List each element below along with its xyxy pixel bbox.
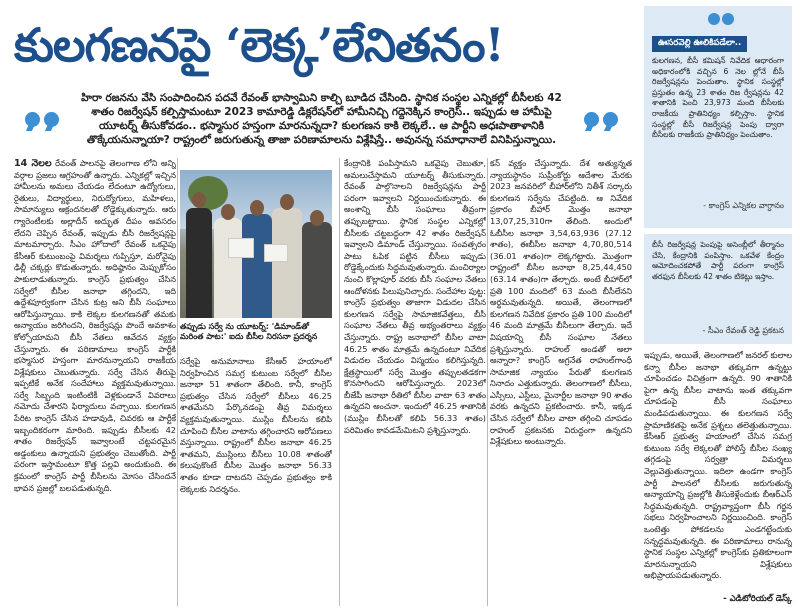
lede-block — [14, 90, 629, 148]
column-1-text: రేవంత్ పాలనపై తెలంగాణ లోని అన్ని వర్గాల ప్రజలు ఆగ్రహంతో ఉన్నారు. ఎన్నికల్లో ఇచ్చిన హామీలను అమలు చేయడం లేదంటూ ఉద్యోగులు, రైతులు, విద్యార్థులు, నిరుద్యోగులు, మహిళలు, సామాన్యులు ఆక్రందనలతో రోడ్డెక్కుతున్నారు. ఆరు గ్యారెంటీలకు అల్లాదీన్ అద్భుత దీపం అవసరం లేదని చెప్పిన రేవంత్, ఇప్పుడు బీసీ రిజర్వేషన్లపై మాటమార్చారు. సీఎం హోదాలో రేవంత్ ఒకవైపు కేసీఆర్ కుటుంబంపై విమర్శలు గుప్పిస్తూ, మరోవైపు ఢిల్లీ చక్కర్లు కొడుతున్నారు. అధిష్ఠానం మెప్పుకోసం పాకులాడుతున్నారు. కాంగ్రెస్ ప్రభుత్వం చేసిన సర్వేలో బీసీల జనాభా తగ్గిందని, ఇది ఉద్దేశపూర్వకంగా చేసిన కుట్ర అని బీసీ సంఘాలు ఆరోపిస్తున్నాయి. కాకి లెక్కల కులగణనతో తమకు అన్యాయం జరిగిందని, రిజర్వేషన్లు పొందే అవకాశం కోల్పోయామని బీసీ నేతలు ఆవేదన వ్యక్తం చేస్తున్నారు. ఈ పరిణామాలు కాంగ్రెస్ పార్టీకి భస్మాసుర హస్తంగా మారనున్నాయని రాజకీయ విశ్లేషకులు చెబుతున్నారు. సర్వే చేసిన తీరుపై ఇప్పటికే అనేక సందేహాలు వ్యక్తమవుతున్నాయి. సర్వే సిబ్బంది ఇంటింటికీ వెళ్లకుండానే వివరాలు నమోదు చేశారని ఫిర్యాదులు వచ్చాయి. కులగణన పేరిట కాంగ్రెస్ చేసిన హడావుడి, చివరకు ఆ పార్టీకే ఇబ్బందికరంగా మారింది. ఇప్పుడు బీసీలకు 42 శాతం రిజర్వేషన్ ఇవ్వాలంటే చట్టపరమైన అడ్డంకులు ఉన్నాయని ప్రభుత్వం చెబుతోంది. పార్టీ పరంగా ఇస్తామంటూ కొత్త పల్లవి అందుకుంది. ఈ క్రమంలో కాంగ్రెస్ పార్టీ బీసీలను మోసం చేసిందనే భావన ప్రజల్లో బలపడుతున్నది. — [14, 158, 176, 493]
sidebar-promise-box — [644, 6, 792, 228]
sidebar-statement-text: బీసీ రిజర్వేషన్ల పెంపుపై అసెంబ్లీలో తీర్మానం చేసి, కేంద్రానికి పంపిస్తాం. ఒకవేళ కేంద్రం ఆమోదించకపోతే పార్టీ పరంగా కాంగ్రెస్ తరఫున బీసీలకు 42 శాతం టికెట్లు ఇస్తాం. — [652, 240, 784, 281]
lede-text: హిరా రజనను వేసి సంపాదించిన పదవే రేవంత్ భాస్వామిని కాల్చి బూడిద చేసింది. స్థానిక సంస్థల ఎన్నికల్లో బీసీలకు 42 శాతం రిజర్వేషన్ కల్పిస్తామంటూ 2023 కామారెడ్డి డిక్లరేషన్‌లో హామీనిచ్చి గద్దెనెక్కిన కాంగ్రెస్.. ఇప్పుడు ఆ హామీపై యూటర్న్ తీసుకోవడం.. భస్మాసుర హస్తంగా మారనున్నదా? కులగణన కాకి లెక్కలే.. ఆ పార్టీని అధఃపాతాళానికి తొక్కేయనున్నాయా? రాష్ట్రంలో జరుగుతున్న తాజా పరిణామాలను విశ్లేషిస్తే.. అవునన్న సమాధానాలే వినిపిస్తున్నాయి. — [81, 92, 562, 146]
article-column-1 — [14, 158, 176, 606]
open-quote-icon — [14, 112, 70, 127]
column-divider — [177, 158, 178, 606]
article-column-3: కేంద్రానికి పంపిస్తామని ఒకవైపు చెబుతూ, అమలుచేస్తామని యూటర్న్ తీసుకున్నారు. రేవంత్ పాల్గొనాలని రిజర్వేషన్లను పార్టీ పరంగా ఇవ్వాలని నిర్ణయించుకున్నారు. ఈ అంశాన్ని బీసీ సంఘాలు తీవ్రంగా తప్పుబట్టాయి. స్థానిక సంస్థల ఎన్నికల్లో బీసీలకు చట్టబద్ధంగా 42 శాతం రిజర్వేషన్ ఇవ్వాలని డిమాండ్ చేస్తున్నాయి. సంవత్సరం పాటు ఓపిక పట్టిన బీసీలు ఇప్పుడు రోడ్డెక్కేందుకు సిద్ధమవుతున్నారు. మంచిర్యాల నుంచి కొల్లాపూర్ వరకు బీసీ సంఘాల నేతలు ఆందోళనకు పిలుపునిచ్చారు. సందేహాల పుట్ట: కాంగ్రెస్ ప్రభుత్వం తాజాగా విడుదల చేసిన కులగణన సర్వేపై సామాజికవేత్తలు, బీసీ సంఘాల నేతలు తీవ్ర అభ్యంతరాలు వ్యక్తం చేస్తున్నారు. రాష్ట్ర జనాభాలో బీసీల వాటా 46.25 శాతం మాత్రమే ఉన్నదంటూ నివేదిక విడుదల చేయడం విస్మయం కలిగిస్తున్నది. క్షేత్రస్థాయిలో సర్వే మొత్తం తప్పులతడకగా కొనసాగిందని ఆరోపిస్తున్నారు. 2023లో బీజేపీ జనాభా రీతిలో బీసీల వాటా 63 శాతం ఉన్నదని అంచనా. ఇందులో 46.25 శాతానికి (ముస్లిం బీసీలతో కలిపి 56.33 శాతం) పరిమితం కావడమేమిటని ప్రశ్నిస్తున్నారు. — [344, 158, 486, 435]
column-lead: 14 నెలల — [14, 158, 52, 169]
column-divider — [339, 158, 340, 606]
signature: - ఎడిటోరియల్ డెస్క్ — [723, 594, 792, 604]
sidebar-statement-source: - సీఎం రేవంత్ రెడ్డి ప్రకటన — [702, 326, 784, 335]
close-quote-icon — [573, 112, 629, 127]
sidebar-label: ఊసరవెల్లి ఊలికిపడేలా.. — [652, 36, 747, 52]
news-photo — [180, 170, 332, 318]
sidebar-text: కులగణన, బీసీ కమిషన్ నివేదిక ఆధారంగా అధికారంలోకి వచ్చిన 6 నెల ల్లోనే బీసీ రిజర్వేషన్లను పెంచుతాం. స్థానిక సంస్థల్లో ప్రస్తుతం ఉన్న 23 శాతం రిజ ర్వేషన్లను 42 శాతానికి పెంచి 23,973 మంది బీసీలకు రాజకీయ ప్రాతినిధ్యం కల్పిస్తాం. స్థానిక సంస్థల్లో బీసీ రిజర్వేషన్ల పెంపు ద్వారా బీసీలకు రాజకీయ ప్రాతినిధ్యం పెంచుతాం. — [652, 56, 784, 140]
sidebar-statement-box — [644, 234, 792, 344]
article-column-2: సర్వేపై అనుమానాలు కేసీఆర్ హయాంలో నిర్వహించిన సమగ్ర కుటుంబ సర్వేలో బీసీల జనాభా 51 శాతంగా తేలింది. కానీ, కాంగ్రెస్ ప్రభుత్వం చేసిన సర్వేలో బీసీలు 46.25 శాతమేనని పేర్కొనడంపై తీవ్ర విమర్శలు వ్యక్తమవుతున్నాయి. ముస్లిం బీసీలను కలిపి చూపించి బీసీల వాటాను తగ్గించారని ఆరోపణలు వస్తున్నాయి. రాష్ట్రంలో బీసీల జనాభా 46.25 శాతమని, ముస్లింలు బీసీలు 10.08 శాతంతో కలుపుకొంటే బీసీల మొత్తం జనాభా 56.33 శాతం కూడా దాటదని చెప్పడం ప్రభుత్వం కాకి లెక్కలకు నిదర్శనం. — [180, 356, 332, 494]
headline: కులగణనపై ‘లెక్క’లేనితనం! — [14, 18, 504, 72]
article-column-4: కన్ వ్యక్తం చేస్తున్నారు. దేశ అత్యున్నత న్యాయస్థానం సుప్రీంకోర్టు ఆదేశాల మేరకు 2023 జనవరిలో బీహార్‌లోని నితీశ్ సర్కారు కులగణన సర్వేను చేపట్టింది. ఆ నివేదిక ప్రకారం బీహార్ మొత్తం జనాభా 13,07,25,310గా తేలింది. అందులో ఓబీసీల జనాభా 3,54,63,936 (27.12 శాతం), ఈబీసీల జనాభా 4,70,80,514 (36.01 శాతం)గా లెక్కగట్టారు. మొత్తంగా రాష్ట్రంలో బీసీల జనాభా 8,25,44,450 (63.14 శాతం)గా తేల్చారు. అంటే బీహార్‌లో ప్రతి 100 మందిలో 63 మంది బీసీలేనని అర్థమవుతున్నది. అయితే, తెలంగాణలో కులగణన నివేదిక ప్రకారం ప్రతి 100 మందిలో 46 మంది మాత్రమే బీసీలుగా తేల్చారు. ఇదే విషయాన్ని బీసీ సంఘాల నేతలు ప్రశ్నిస్తున్నారు. రాహుల్ అండతో అలా అన్నారా? కాంగ్రెస్ అగ్రనేత రాహుల్‌గాంధీ సామాజిక న్యాయం పేరుతో కులగణన నినాదం ఎత్తుకున్నారు. తెలంగాణలో బీసీలు, ఎస్సీలు, ఎస్టీలు, మైనార్టీల జనాభా 90 శాతం వరకు ఉన్నదని ప్రకటించారు. కానీ, ఇక్కడ చేసిన సర్వేలో బీసీల వాటా తగ్గించి చూపడం రాహుల్ ప్రకటనకు విరుద్ధంగా ఉన్నదని విశ్లేషకులు అంటున్నారు. — [490, 158, 632, 447]
sidebar-source: - కాంగ్రెస్ ఎన్నికల వాగ్దానం — [703, 201, 784, 210]
photo-caption: తప్పుడు సర్వే ను యూటర్న్: 'డిమాండ్‌తో మరింత పాట:' ఐదు బీసీల నిరసనా ప్రదర్శన — [180, 322, 318, 341]
article-column-5: ఇప్పుడు, అయితే, తెలంగాణలో జనరల్ కులాల కన్నా బీసీల జనాభా తక్కువగా ఉన్నట్టు చూపించడం విచిత్రంగా ఉన్నది. 90 శాతానికి పైగా ఉన్న బీసీల వాటాను ఇంత తక్కువగా చూపడంపై బీసీ సంఘాలు మండిపడుతున్నాయి. ఈ కులగణన సర్వే ప్రామాణికతపై అనేక ప్రశ్నలు తలెత్తుతున్నాయి. కేసీఆర్ ప్రభుత్వ హయాంలో చేసిన సమగ్ర కుటుంబ సర్వే లెక్కలతో పోలిస్తే బీసీల సంఖ్య తగ్గడంపై సర్వత్రా విమర్శలు వెల్లువెత్తుతున్నాయి. ఇదిలా ఉండగా కాంగ్రెస్ పార్టీ పాలనలో బీసీలకు జరుగుతున్న అన్యాయాన్ని ప్రజల్లోకి తీసుకెళ్లేందుకు బీఆర్‌ఎస్ సిద్ధమవుతున్నది. రాష్ట్రవ్యాప్తంగా బీసీ గర్జన సభలు నిర్వహించాలని నిర్ణయించింది. కాంగ్రెస్ ఒంటెత్తు పోకడలను ఎండగట్టేందుకు సన్నద్ధమవుతున్నది. ఈ పరిణామాలు రానున్న స్థానిక సంస్థల ఎన్నికల్లో కాంగ్రెస్‌కు ప్రతికూలంగా మారనున్నాయని విశ్లేషకులు అభిప్రాయపడుతున్నారు. — [644, 350, 792, 581]
column-divider — [487, 158, 488, 606]
quote-icon — [708, 10, 736, 29]
